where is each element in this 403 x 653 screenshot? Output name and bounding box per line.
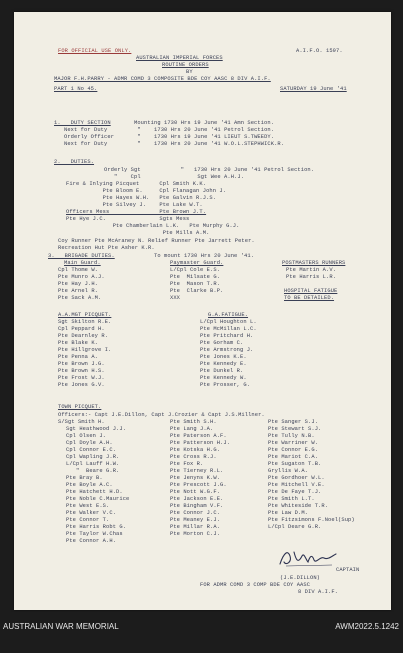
accession-number: AWM2022.5.1242 bbox=[335, 622, 399, 631]
town-picquet-name: Pte Paterson A.F. bbox=[170, 433, 227, 439]
town-picquet-name: Pte Sugaton T.B. bbox=[268, 461, 322, 467]
main-guard-heading: Main Guard. bbox=[64, 260, 101, 266]
ga-fatigue-name: Pte Kennedy W. bbox=[200, 375, 247, 381]
signature-unit: 8 DIV A.I.F. bbox=[298, 589, 339, 595]
main-guard-name: Cpl Thome W. bbox=[58, 267, 99, 273]
town-picquet-name: Pte De Faye T.J. bbox=[268, 489, 322, 495]
orders-title: ROUTINE ORDERS bbox=[162, 62, 209, 68]
town-picquet-name: Pte Millar R.A. bbox=[170, 524, 221, 530]
duties-row: Officers Mess Pte Brown J.T. bbox=[66, 209, 207, 215]
duties-row: Pte Mills A.M. bbox=[66, 230, 210, 236]
main-guard-name: Pte Sack A.M. bbox=[58, 295, 102, 301]
town-picquet-name: Pte Whiteside T.R. bbox=[268, 503, 329, 509]
town-picquet-name: Pte Boyle A.C. bbox=[66, 482, 113, 488]
main-guard-name: Pte Arnel R. bbox=[58, 288, 99, 294]
duties-row: " Cpl Sgt Wee A.H.J. bbox=[104, 174, 245, 180]
ga-fatigue-name: Pte Gorham C. bbox=[200, 340, 244, 346]
aa-picquet-name: Pte Dearnley R. bbox=[58, 333, 109, 339]
town-picquet-officers: Officers:- Capt J.E.Dillon, Capt J.Crozier & Capt J.S.Millner. bbox=[58, 412, 265, 418]
town-picquet-name: Pte Connor T. bbox=[66, 517, 110, 523]
town-picquet-name: Pte Cross R.J. bbox=[170, 454, 217, 460]
town-picquet-name: Pte Warriner W. bbox=[268, 440, 319, 446]
ga-fatigue-heading: G.A.FATIGUE. bbox=[208, 312, 249, 318]
town-picquet-name: Pte Meaney E.J. bbox=[170, 517, 221, 523]
town-picquet-name: Pte Jackson E.E. bbox=[170, 496, 224, 502]
duties-row: Pte Silvey J. Pte Lake W.T. bbox=[66, 202, 203, 208]
paymaster-guard-name: Pte Mason T.R. bbox=[170, 281, 221, 287]
town-picquet-name: L/Cpl Lauff H.W. bbox=[66, 461, 120, 467]
official-use-label: FOR OFFICIAL USE ONLY. bbox=[58, 48, 132, 54]
paymaster-guard-name: L/Cpl Cole E.S. bbox=[170, 267, 221, 273]
by-label: BY bbox=[186, 69, 193, 75]
town-picquet-name: " Beare G.R. bbox=[66, 468, 120, 474]
aa-mgt-picquet-heading: A.A.MGT PICQUET. bbox=[58, 312, 112, 318]
ga-fatigue-name: Pte McMillan L.C. bbox=[200, 326, 257, 332]
part-number: PART 1 No 45. bbox=[54, 86, 98, 92]
town-picquet-heading: TOWN PICQUET. bbox=[58, 404, 102, 410]
archive-footer bbox=[0, 612, 403, 653]
force-title: AUSTRALIAN IMPERIAL FORCES bbox=[136, 55, 223, 61]
town-picquet-name: S/Sgt Smith H. bbox=[58, 419, 105, 425]
duties-row: Fire & Inlying Picquet Cpl Smith K.K. bbox=[66, 181, 207, 187]
document-page bbox=[14, 12, 391, 610]
aa-picquet-name: Pte Brown J.G. bbox=[58, 361, 105, 367]
town-picquet-name: Pte Connor A.H. bbox=[66, 538, 117, 544]
town-picquet-name: Pte Kotska H.G. bbox=[170, 447, 221, 453]
town-picquet-name: Pte Hatchett H.D. bbox=[66, 489, 123, 495]
town-picquet-name: Pte Tully N.B. bbox=[268, 433, 315, 439]
ga-fatigue-name: L/Cpl Houghton L. bbox=[200, 319, 257, 325]
town-picquet-name: Pte Harris Robt G. bbox=[66, 524, 127, 530]
hospital-fatigue-sub: TO BE DETAILED. bbox=[284, 295, 335, 301]
town-picquet-name: Pte Walker V.C. bbox=[66, 510, 117, 516]
paymaster-guard-name: Pte Clarke B.P. bbox=[170, 288, 224, 294]
ga-fatigue-name: Pte Prosser, G. bbox=[200, 382, 251, 388]
town-picquet-name: Pte Jenyns K.W. bbox=[170, 475, 221, 481]
aa-picquet-name: Pte Hillgrove I. bbox=[58, 347, 112, 353]
postmasters-runners-heading: POSTMASTERS RUNNERS bbox=[282, 260, 346, 266]
paymaster-guard-heading: Paymaster Guard. bbox=[170, 260, 224, 266]
document-ref: A.I.F.O. 1597. bbox=[296, 48, 343, 54]
document-date: SATURDAY 19 June '41 bbox=[280, 86, 347, 92]
duty-row: Mounting 1730 Hrs 19 June '41 Amn Section. bbox=[134, 120, 275, 126]
duties-row: Coy Runner Pte McAraney N. Relief Runner Pte Jarrett Peter. bbox=[58, 238, 255, 244]
main-guard-name: Pte Munro A.J. bbox=[58, 274, 105, 280]
town-picquet-name: Gryllis W.A. bbox=[268, 468, 309, 474]
commander-line: MAJOR F.H.PARRY - ADMR COMD 3 COMPOSITE BDE COY AASC 8 DIV A.I.F. bbox=[54, 76, 271, 82]
aa-picquet-name: Pte Frost W.J. bbox=[58, 375, 105, 381]
town-picquet-name: Cpl Wapling J.R. bbox=[66, 454, 120, 460]
handwritten-signature bbox=[276, 546, 338, 570]
aa-picquet-name: Sgt Skilton R.E. bbox=[58, 319, 112, 325]
postmasters-runner-name: Pte Martin A.V. bbox=[286, 267, 337, 273]
duties-row: Pte Chamberlain L.K. Pte Murphy G.J. bbox=[66, 223, 240, 229]
town-picquet-name: Cpl Connor E.C. bbox=[66, 447, 117, 453]
brigade-duties-heading: 3. BRIGADE DUTIES. bbox=[48, 253, 115, 259]
postmasters-runner-name: Pte Harris L.R. bbox=[286, 274, 337, 280]
paymaster-guard-name: XXX bbox=[170, 295, 181, 301]
town-picquet-name: Pte Bray B. bbox=[66, 475, 103, 481]
main-guard-name: Pte Hay J.H. bbox=[58, 281, 99, 287]
town-picquet-name: Sgt Heathwood J.J. bbox=[66, 426, 127, 432]
town-picquet-name: Pte Fox R. bbox=[170, 461, 204, 467]
town-picquet-name: Pte Taylor W.Chas bbox=[66, 531, 123, 537]
aa-picquet-name: Cpl Peppard H. bbox=[58, 326, 105, 332]
ga-fatigue-name: Pte Dunkel R. bbox=[200, 368, 244, 374]
town-picquet-name: Pte Prescott J.G. bbox=[170, 482, 227, 488]
town-picquet-name: Pte Stewart S.J. bbox=[268, 426, 322, 432]
aa-picquet-name: Pte Blake K. bbox=[58, 340, 99, 346]
paymaster-guard-name: Pte Milsate G. bbox=[170, 274, 221, 280]
aa-picquet-name: Pte Jones G.V. bbox=[58, 382, 105, 388]
ga-fatigue-name: Pte Armstrong J. bbox=[200, 347, 254, 353]
brigade-to-mount: To mount 1730 Hrs 20 June '41. bbox=[154, 253, 255, 259]
duty-row: Next for Duty " 1730 Hrs 20 June '41 Petrol Section. bbox=[64, 127, 275, 133]
hospital-fatigue-heading: HOSPITAL FATIGUE bbox=[284, 288, 338, 294]
duty-row: Orderly Officer " 1730 Hrs 19 June '41 LIEUT S.TWEEDY. bbox=[64, 134, 275, 140]
town-picquet-name: Pte Mitchell V.E. bbox=[268, 482, 325, 488]
duties-row: Pte Hye J.C. Sgts Mess bbox=[66, 216, 190, 222]
institution-label: AUSTRALIAN WAR MEMORIAL bbox=[3, 622, 119, 631]
town-picquet-name: Pte Nott W.G.F. bbox=[170, 489, 221, 495]
town-picquet-name: Cpl Olsen J. bbox=[66, 433, 107, 439]
town-picquet-name: Pte Law D.M. bbox=[268, 510, 309, 516]
signature-role: CAPTAIN bbox=[336, 567, 360, 573]
town-picquet-name: Cpl Doyle A.H. bbox=[66, 440, 113, 446]
aa-picquet-name: Pte Penna A. bbox=[58, 354, 99, 360]
duties-row: Recreation Hut Pte Asher K.R. bbox=[58, 245, 155, 251]
town-picquet-name: Pte Connor J.C. bbox=[170, 510, 221, 516]
ga-fatigue-name: Pte Jones K.E. bbox=[200, 354, 247, 360]
town-picquet-name: Pte Morton C.J. bbox=[170, 531, 221, 537]
town-picquet-name: Pte Sanger S.J. bbox=[268, 419, 319, 425]
duties-row: Pte Hayes W.H. Pte Galvin R.J.S. bbox=[66, 195, 217, 201]
town-picquet-name: Pte Mariot C.A. bbox=[268, 454, 319, 460]
town-picquet-name: L/Cpl Deare G.R. bbox=[268, 524, 322, 530]
duty-row: Next for Duty " 1730 Hrs 20 June '41 W.O.L.STEPHWICK.R. bbox=[64, 141, 285, 147]
town-picquet-name: Pte Noble C.Maurice bbox=[66, 496, 130, 502]
duty-section-heading: 1. DUTY SECTION bbox=[54, 120, 111, 126]
town-picquet-name: Pte Bingham V.F. bbox=[170, 503, 224, 509]
signature-for-line: FOR ADMR COMD 3 COMP BDE COY AASC bbox=[200, 582, 311, 588]
aa-picquet-name: Pte Brown H.S. bbox=[58, 368, 105, 374]
town-picquet-name: Pte Fitzsimons F.Noel(Sup) bbox=[268, 517, 355, 523]
ga-fatigue-name: Pte Pritchard H. bbox=[200, 333, 254, 339]
town-picquet-name: Pte Connor E.G. bbox=[268, 447, 319, 453]
town-picquet-name: Pte Tierney R.L. bbox=[170, 468, 224, 474]
signature-name: (J.E.DILLON) bbox=[280, 575, 321, 581]
duties-heading: 2. DUTIES. bbox=[54, 159, 95, 165]
town-picquet-name: Pte Smith L.T. bbox=[268, 496, 315, 502]
duties-row: Pte Bloom E. Cpl Flanagan John J. bbox=[66, 188, 227, 194]
duties-row: Orderly Sgt " 1730 Hrs 20 June '41 Petrol Section. bbox=[104, 167, 315, 173]
town-picquet-name: Pte West E.S. bbox=[66, 503, 110, 509]
town-picquet-name: Pte Patterson H.J. bbox=[170, 440, 231, 446]
town-picquet-name: Pte Lang J.A. bbox=[170, 426, 214, 432]
ga-fatigue-name: Pte Kennedy E. bbox=[200, 361, 247, 367]
town-picquet-name: Pte Gordhoer W.L. bbox=[268, 475, 325, 481]
town-picquet-name: Pte Smith S.H. bbox=[170, 419, 217, 425]
